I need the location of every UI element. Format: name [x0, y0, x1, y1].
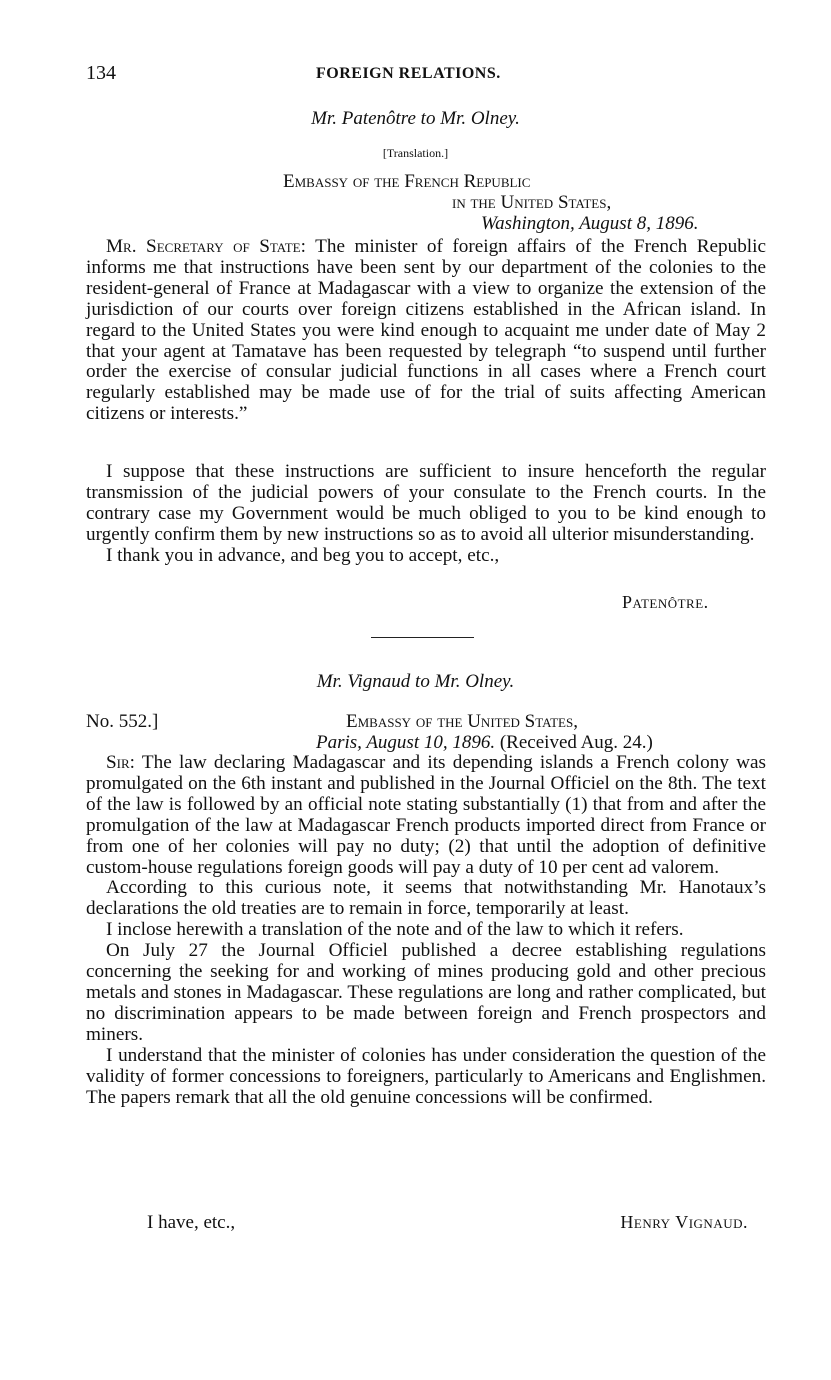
letter2-number: No. 552.] — [86, 711, 159, 732]
letter1-body — [86, 237, 766, 425]
letter2-salutation: Sir: — [106, 752, 136, 773]
letter2-received: (Received Aug. 24.) — [499, 732, 653, 753]
letter2-paragraph3: I inclose herewith a translation of the note and of the law to which it refers. — [106, 919, 684, 941]
letter2-date-line — [316, 732, 653, 754]
letter1-paragraph1 — [86, 237, 766, 425]
letter2-paragraph2: According to this curious note, it seems that notwithstanding Mr. Hanotaux’s declarations the old treaties are to remain in force, temporarily at least. — [86, 877, 766, 920]
letter1-embassy-line2: in the United States, — [452, 192, 612, 213]
letter2-date: Paris, August 10, 1896. — [316, 732, 496, 753]
letter2-paragraph5: I understand that the minister of colonies has under consideration the question of the validity of former concessions to foreigners, particularly to Americans and Englishmen. The papers remark that all the old genuine concessions will be confirmed. — [86, 1044, 766, 1108]
letter1-body-continued — [86, 462, 766, 567]
letter1-embassy-line1: Embassy of the French Republic — [283, 171, 531, 192]
letter1-salutation: Mr. Secretary of State: — [106, 236, 306, 257]
letter2-body — [86, 753, 766, 1108]
letter1-heading: Mr. Patenôtre to Mr. Olney. — [311, 108, 520, 129]
letter2-embassy-line: Embassy of the United States, — [346, 711, 578, 732]
letter1-paragraph2: I suppose that these instructions are sufficient to insure henceforth the regular transmission of the judicial powers of your consulate to the French courts. In the contrary case my Government would be much obliged to you to be kind enough to urgently confirm them by new instructions so as to avoid all ulterior misunderstanding. — [86, 461, 766, 545]
letter1-signature: Patenôtre. — [622, 592, 709, 612]
letter2-closing: I have, etc., — [147, 1212, 236, 1233]
letter1-date: Washington, August 8, 1896. — [481, 213, 699, 234]
letter1-paragraph1-text: The minister of foreign affairs of the French Republic informs me that instructions have been sent by our department of the colonies to the resident-general of France at Madagascar with a view to organize the extension of the jurisdiction of our courts over foreign citizens established in the African island. In regard to the United States you were kind enough to acquaint me under date of May 2 that your agent at Tamatave has been requested by telegraph “to suspend until further order the exercise of consular judicial functions in all cases where a French court regularly established may be made use of for the trial of suits affecting American citizens or interests.” — [86, 236, 766, 425]
letter2-paragraph1 — [86, 753, 766, 878]
running-title: FOREIGN RELATIONS. — [316, 65, 501, 82]
letter2-signature: Henry Vignaud. — [620, 1212, 748, 1232]
page-number: 134 — [86, 62, 116, 84]
letter2-paragraph1-text: The law declaring Madagascar and its depending islands a French colony was promulgated on the 6th instant and published in the Journal Officiel on the 8th. The text of the law is followed by an official note stating substantially (1) that from and after the promulgation of the law at Madagascar French products imported direct from France or from one of her colonies will pay no duty; (2) that until the adoption of definitive custom-house regulations foreign goods will pay a duty of 10 per cent ad valorem. — [86, 752, 766, 878]
section-divider — [371, 637, 474, 638]
letter2-heading: Mr. Vignaud to Mr. Olney. — [316, 671, 515, 692]
letter2-paragraph4: On July 27 the Journal Officiel published a decree establishing regulations concerning the seeking for and working of mines producing gold and other precious metals and stones in Madagascar. These regulations are long and rather complicated, but no discrimination appears to be made between foreign and French prospectors and miners. — [86, 940, 766, 1045]
translation-note: [Translation.] — [382, 146, 449, 160]
letter1-paragraph3: I thank you in advance, and beg you to accept, etc., — [106, 544, 500, 566]
